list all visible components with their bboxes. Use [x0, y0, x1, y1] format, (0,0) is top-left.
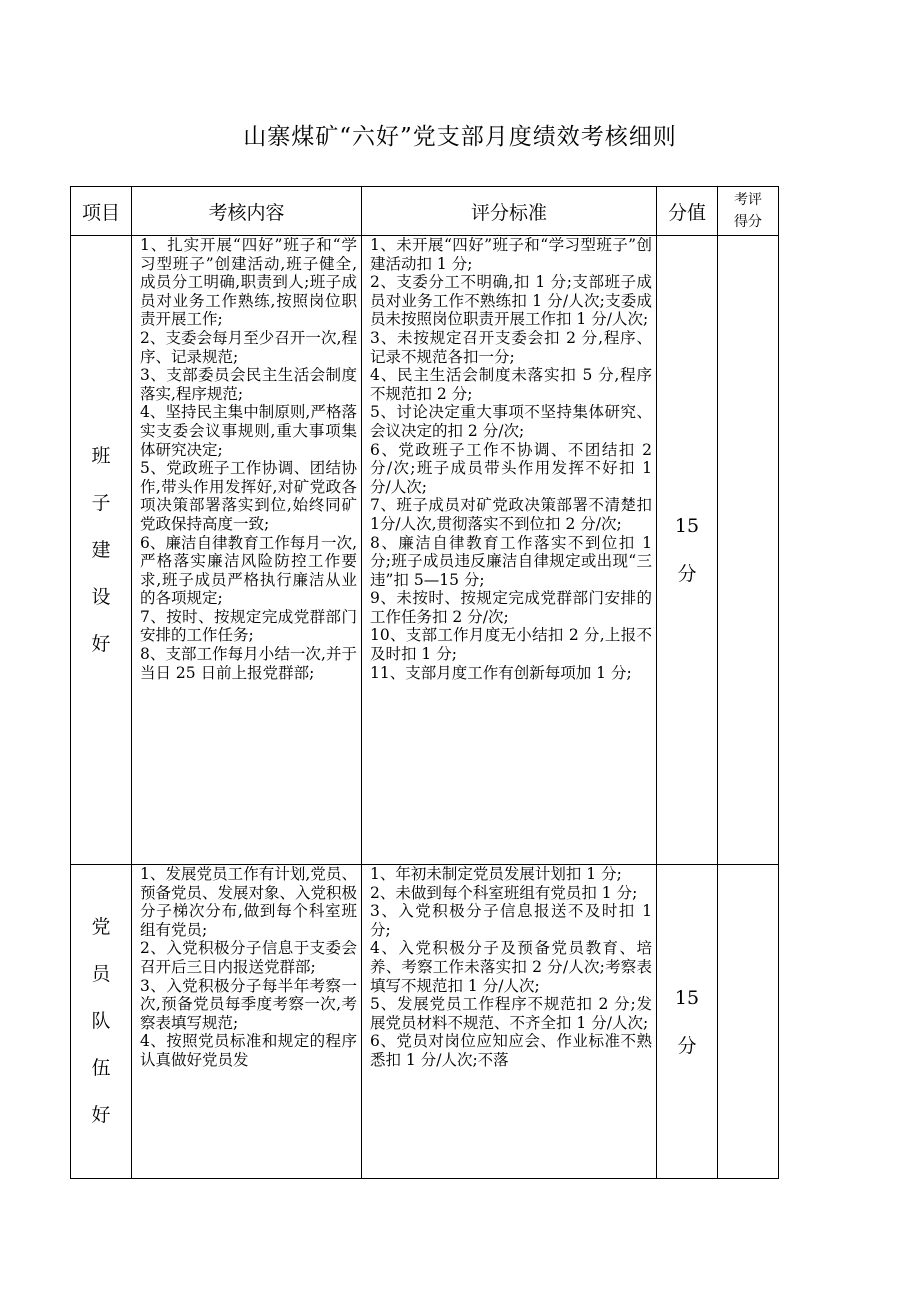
content-cell — [132, 236, 362, 865]
header-content: 考核内容 — [132, 187, 362, 236]
content-item: 2、支委会每月至少召开一次,程序、记录规范; — [140, 328, 357, 366]
category-char: 员 — [91, 963, 111, 985]
content-item: 2、入党积极分子信息于支委会召开后三日内报送党群部; — [140, 939, 357, 976]
header-eval — [718, 187, 779, 236]
category-char: 好 — [91, 632, 111, 655]
standard-item: 2、未做到每个科室班组有党员扣 1 分; — [370, 883, 638, 902]
standard-cell — [362, 865, 657, 1179]
eval-cell[interactable] — [718, 865, 779, 1179]
header-standard: 评分标准 — [362, 187, 657, 236]
table-row — [71, 236, 779, 865]
score-value: 15 — [674, 515, 700, 537]
standard-item: 1、年初未制定党员发展计划扣 1 分; — [370, 865, 622, 883]
standard-item: 6、党政班子工作不协调、不团结扣 2 分/次;班子成员带头作用发挥不好扣 1 分/人次; — [370, 440, 652, 496]
category-char: 伍 — [91, 1057, 111, 1079]
category-char: 班 — [91, 444, 111, 467]
standard-cell — [362, 236, 657, 865]
assessment-table — [70, 186, 779, 1179]
standard-item: 4、民主生活会制度未落实扣 5 分,程序不规范扣 2 分; — [370, 366, 652, 403]
content-item: 8、支部工作每月小结一次,并于当日 25 日前上报党群部; — [140, 645, 357, 682]
category-char: 党 — [91, 916, 111, 938]
header-eval-line2: 得分 — [734, 214, 762, 230]
content-item: 3、入党积极分子每半年考察一次,预备党员每季度考察一次,考察表填写规范; — [140, 976, 357, 1032]
score-unit: 分 — [677, 1034, 697, 1057]
header-eval-line1: 考评 — [734, 192, 762, 208]
eval-cell[interactable] — [718, 236, 779, 865]
standard-item: 11、支部月度工作有创新每项加 1 分; — [370, 663, 632, 682]
category-char: 设 — [91, 585, 111, 608]
content-item: 3、支部委员会民主生活会制度落实,程序规范; — [140, 366, 357, 403]
content-item: 4、按照党员标准和规定的程序认真做好党员发 — [140, 1032, 357, 1069]
header-score: 分值 — [657, 187, 718, 236]
standard-item: 5、发展党员工作程序不规范扣 2 分;发展党员材料不规范、不齐全扣 1 分/人次; — [370, 995, 652, 1032]
standard-item: 3、入党积极分子信息报送不及时扣 1 分; — [370, 902, 652, 939]
standard-item: 10、支部工作月度无小结扣 2 分,上报不及时扣 1 分; — [370, 626, 652, 664]
content-item: 5、党政班子工作协调、团结协作,带头作用发挥好,对矿党政各项决策部署落实到位,始终同矿党政保持高度一致; — [140, 459, 357, 533]
content-item: 4、坚持民主集中制原则,严格落实支委会议事规则,重大事项集体研究决定; — [140, 403, 357, 459]
score-unit: 分 — [677, 563, 697, 585]
standard-item: 4、入党积极分子及预备党员教育、培养、考察工作未落实扣 2 分/人次;考察表填写不规范扣 1 分/人次; — [370, 939, 652, 995]
header-item: 项目 — [71, 187, 132, 236]
table-row — [71, 865, 779, 1179]
standard-item: 2、支委分工不明确,扣 1 分;支部班子成员对业务工作不熟练扣 1 分/人次;支委成员未按照岗位职责开展工作扣 1 分/人次; — [370, 273, 652, 329]
page-title: 山寨煤矿“六好”党支部月度绩效考核细则 — [243, 124, 677, 150]
content-item: 6、廉洁自律教育工作每月一次,严格落实廉洁风险防控工作要求,班子成员严格执行廉洁从业的各项规定; — [140, 533, 357, 608]
category-cell — [71, 865, 132, 1179]
content-item: 7、按时、按规定完成党群部门安排的工作任务; — [140, 607, 357, 645]
content-item: 1、发展党员工作有计划,党员、预备党员、发展对象、入党积极分子梯次分布,做到每个科室班组有党员; — [140, 865, 358, 939]
standard-item: 5、讨论决定重大事项不坚持集体研究、会议决定的扣 2 分/次; — [370, 403, 652, 440]
content-item: 1、扎实开展“四好”班子和“学习型班子”创建活动,班子健全,成员分工明确,职责到人;班子成员对业务工作熟练,按照岗位职责开展工作; — [140, 236, 357, 329]
category-char: 子 — [91, 491, 111, 514]
content-cell — [132, 865, 362, 1179]
score-cell — [657, 236, 718, 865]
category-char: 队 — [91, 1010, 111, 1032]
score-cell — [657, 865, 718, 1179]
standard-item: 7、班子成员对矿党政决策部署不清楚扣1分/人次,贯彻落实不到位扣 2 分/次; — [370, 496, 652, 533]
category-cell — [71, 236, 132, 865]
standard-item: 3、未按规定召开支委会扣 2 分,程序、记录不规范各扣一分; — [370, 328, 652, 366]
standard-item: 9、未按时、按规定完成党群部门安排的工作任务扣 2 分/次; — [370, 589, 652, 626]
standard-item: 8、廉洁自律教育工作落实不到位扣 1 分;班子成员违反廉洁自律规定或出现“三违”扣 5—15 分; — [370, 533, 652, 589]
header-row — [71, 187, 779, 236]
category-char: 好 — [91, 1104, 111, 1126]
standard-item: 1、未开展“四好”班子和“学习型班子”创建活动扣 1 分; — [370, 236, 652, 273]
score-value: 15 — [674, 986, 700, 1009]
category-char: 建 — [91, 538, 111, 561]
standard-item: 6、党员对岗位应知应会、作业标准不熟悉扣 1 分/人次;不落 — [370, 1032, 652, 1069]
